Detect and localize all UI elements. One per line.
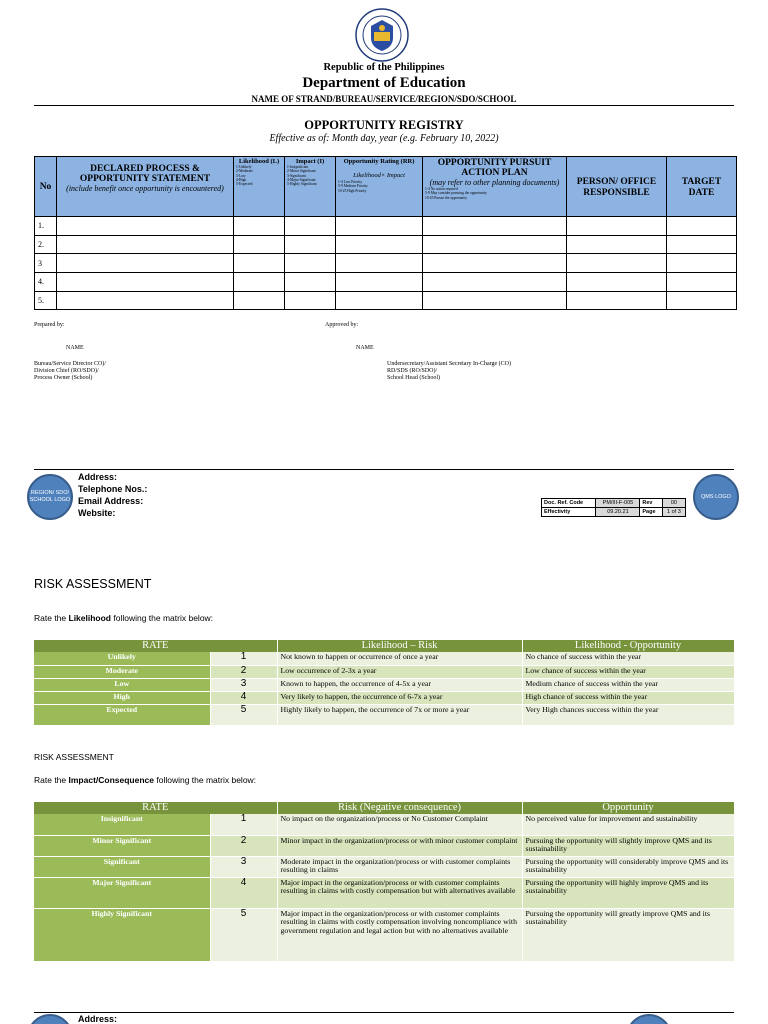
table-row xyxy=(34,835,734,856)
rate-number: 4 xyxy=(210,691,277,704)
col-header-declared: DECLARED PROCESS & OPPORTUNITY STATEMENT (include benefit once opportunity is encountered) xyxy=(57,157,234,217)
col-header-opportunity-rating: Opportunity Rating (RR) Likelihood× Impact 1-4 Low Priority 5-9 Medium Priority 10-25 High Priority xyxy=(336,157,423,217)
row-number: 3 xyxy=(35,254,57,273)
approved-by-label: Approved by: xyxy=(325,322,359,328)
cell-impact[interactable] xyxy=(285,235,336,254)
opportunity-description: Pursuing the opportunity will greatly improve QMS and its sustainability xyxy=(522,908,734,961)
cell-declared[interactable] xyxy=(57,254,234,273)
risk-description: Known to happen, the occurrence of 4-5x a year xyxy=(277,678,522,691)
cell-person[interactable] xyxy=(567,217,667,236)
prepared-by-name: NAME xyxy=(66,345,84,351)
cell-person[interactable] xyxy=(567,291,667,310)
opportunity-description: Pursuing the opportunity will highly improve QMS and its sustainability xyxy=(522,877,734,908)
cell-rating[interactable] xyxy=(336,254,423,273)
cell-rating[interactable] xyxy=(336,217,423,236)
footer-address-label-2: Address: xyxy=(78,1014,118,1024)
matrix-header-risk: Risk (Negative consequence) xyxy=(277,802,522,814)
opportunity-description: Low chance of success within the year xyxy=(522,665,734,678)
instruction-emphasis: Likelihood xyxy=(68,613,111,623)
table-row xyxy=(34,856,734,877)
cell-likelihood[interactable] xyxy=(234,235,285,254)
footer-divider xyxy=(34,469,734,470)
col-header-action-plan: OPPORTUNITY PURSUIT ACTION PLAN (may refer to other planning documents) 1-4 No action required 5-9 May consider pursuing the opportunity 10-25 Pursue the opportunity xyxy=(423,157,567,217)
cell-target[interactable] xyxy=(667,217,737,236)
risk-description: Major impact in the organization/process or with customer complaints resulting in claims with costly compensation involving noncompliance with government regulation and legal action but with no alternatives available xyxy=(277,908,522,961)
instruction-text: Rate the xyxy=(34,613,69,623)
instruction-text: Rate the xyxy=(34,775,69,785)
rate-name: Major Significant xyxy=(34,877,210,908)
table-row xyxy=(34,908,734,961)
prepared-by-label: Prepared by: xyxy=(34,322,65,328)
impact-matrix-table xyxy=(34,802,735,962)
effectivity-value: 09.20.21 xyxy=(596,508,640,517)
opportunity-description: High chance of success within the year xyxy=(522,691,734,704)
opportunity-registry-table xyxy=(34,156,737,310)
opportunity-description: No chance of success within the year xyxy=(522,652,734,665)
matrix-header-opportunity: Opportunity xyxy=(522,802,734,814)
risk-description: Minor impact in the organization/process or with minor customer complaint xyxy=(277,835,522,856)
qms-logo-placeholder-2 xyxy=(626,1014,672,1024)
matrix-header-rate: RATE xyxy=(34,802,277,814)
cell-action[interactable] xyxy=(423,291,567,310)
table-row xyxy=(34,652,734,665)
opportunity-description: Very High chances success within the year xyxy=(522,704,734,725)
rate-name: Moderate xyxy=(34,665,210,678)
table-row xyxy=(34,665,734,678)
address-label: Address: xyxy=(78,472,118,482)
row-number: 4. xyxy=(35,273,57,292)
cell-person[interactable] xyxy=(567,235,667,254)
rate-name: Minor Significant xyxy=(34,835,210,856)
likelihood-instruction xyxy=(34,613,213,623)
row-number: 2. xyxy=(35,235,57,254)
region-logo-placeholder-2 xyxy=(27,1014,73,1024)
rate-name: Low xyxy=(34,678,210,691)
col-header-person-responsible: PERSON/ OFFICE RESPONSIBLE xyxy=(567,157,667,217)
table-row xyxy=(34,814,734,835)
cell-action[interactable] xyxy=(423,235,567,254)
doc-ref-value: PM/III-F-005 xyxy=(596,499,640,508)
cell-impact[interactable] xyxy=(285,273,336,292)
risk-description: Highly likely to happen, the occurrence of 7x or more a year xyxy=(277,704,522,725)
footer-contact xyxy=(78,471,147,519)
effectivity-label: Effectivity xyxy=(542,508,596,517)
cell-likelihood[interactable] xyxy=(234,254,285,273)
impact-instruction xyxy=(34,775,256,785)
cell-action[interactable] xyxy=(423,273,567,292)
table-row xyxy=(35,254,737,273)
cell-declared[interactable] xyxy=(57,273,234,292)
rate-number: 2 xyxy=(210,835,277,856)
approved-by-name: NAME xyxy=(356,345,374,351)
opportunity-description: No perceived value for improvement and sustainability xyxy=(522,814,734,835)
rate-name: Expected xyxy=(34,704,210,725)
risk-description: Not known to happen or occurrence of once a year xyxy=(277,652,522,665)
cell-action[interactable] xyxy=(423,217,567,236)
rate-number: 4 xyxy=(210,877,277,908)
rate-number: 2 xyxy=(210,665,277,678)
table-row xyxy=(35,273,737,292)
table-row xyxy=(34,691,734,704)
region-logo-placeholder: REGION/ SDO/ SCHOOL LOGO xyxy=(27,474,73,520)
risk-description: Major impact in the organization/process or with customer complaints resulting in claims with costly compensation but with alternatives available xyxy=(277,877,522,908)
email-label: Email Address: xyxy=(78,496,144,506)
website-label: Website: xyxy=(78,508,116,518)
opportunity-description: Pursuing the opportunity will considerably improve QMS and its sustainability xyxy=(522,856,734,877)
table-row xyxy=(34,678,734,691)
table-row xyxy=(35,217,737,236)
department-name: Department of Education xyxy=(302,75,466,91)
doc-ref-label: Doc. Ref. Code xyxy=(542,499,596,508)
matrix-header-risk: Likelihood – Risk xyxy=(277,640,522,652)
risk-assessment-heading: RISK ASSESSMENT xyxy=(34,577,152,591)
republic-line: Republic of the Philippines xyxy=(323,62,445,73)
cell-impact[interactable] xyxy=(285,217,336,236)
table-row xyxy=(34,877,734,908)
rate-number: 5 xyxy=(210,704,277,725)
matrix-header-rate: RATE xyxy=(34,640,277,652)
page-title: OPPORTUNITY REGISTRY xyxy=(304,118,464,132)
prepared-by-designation xyxy=(34,361,106,382)
risk-description: Very likely to happen, the occurrence of 6-7x a year xyxy=(277,691,522,704)
cell-impact[interactable] xyxy=(285,291,336,310)
rev-value: 00 xyxy=(662,499,685,508)
designation-line: Process Owner (School) xyxy=(34,375,93,381)
instruction-text: following the matrix below: xyxy=(111,613,214,623)
cell-target[interactable] xyxy=(667,235,737,254)
row-number: 1. xyxy=(35,217,57,236)
rate-number: 1 xyxy=(210,652,277,665)
rate-name: Unlikely xyxy=(34,652,210,665)
rate-name: High xyxy=(34,691,210,704)
rev-label: Rev xyxy=(640,499,662,508)
cell-target[interactable] xyxy=(667,273,737,292)
rate-name: Significant xyxy=(34,856,210,877)
cell-likelihood[interactable] xyxy=(234,291,285,310)
qms-logo-placeholder: QMS LOGO xyxy=(693,474,739,520)
cell-declared[interactable] xyxy=(57,217,234,236)
table-row xyxy=(35,291,737,310)
rate-number: 5 xyxy=(210,908,277,961)
cell-action[interactable] xyxy=(423,254,567,273)
telephone-label: Telephone Nos.: xyxy=(78,484,148,494)
effective-date-note: Effective as of: Month day, year (e.g. February 10, 2022) xyxy=(269,133,499,144)
cell-impact[interactable] xyxy=(285,254,336,273)
cell-rating[interactable] xyxy=(336,235,423,254)
col-header-target-date: TARGET DATE xyxy=(667,157,737,217)
page-value: 1 of 3 xyxy=(662,508,685,517)
instruction-text: following the matrix below: xyxy=(154,775,257,785)
designation-line: Division Chief (RO/SDO)/ xyxy=(34,368,99,374)
footer-divider-2 xyxy=(34,1012,734,1013)
cell-declared[interactable] xyxy=(57,235,234,254)
cell-rating[interactable] xyxy=(336,273,423,292)
page-label: Page xyxy=(640,508,662,517)
instruction-emphasis: Impact/Consequence xyxy=(68,775,154,785)
cell-likelihood[interactable] xyxy=(234,217,285,236)
designation-line: RD/SDS (RO/SDO)/ xyxy=(387,368,438,374)
table-row xyxy=(34,704,734,725)
row-number: 5. xyxy=(35,291,57,310)
col-header-no: No xyxy=(35,157,57,217)
designation-line: Bureau/Service Director CO)/ xyxy=(34,361,106,367)
rate-name: Highly Significant xyxy=(34,908,210,961)
cell-rating[interactable] xyxy=(336,291,423,310)
cell-declared[interactable] xyxy=(57,291,234,310)
risk-description: No impact on the organization/process or No Customer Complaint xyxy=(277,814,522,835)
cell-target[interactable] xyxy=(667,254,737,273)
designation-line: Undersecretary/Assistant Secretary In-Charge (CO) xyxy=(387,361,512,367)
header-divider xyxy=(34,105,734,106)
opportunity-description: Pursuing the opportunity will slightly improve QMS and its sustainability xyxy=(522,835,734,856)
cell-likelihood[interactable] xyxy=(234,273,285,292)
approved-by-designation xyxy=(387,361,511,382)
rate-name: Insignificant xyxy=(34,814,210,835)
opportunity-description: Medium chance of success within the year xyxy=(522,678,734,691)
office-name: NAME OF STRAND/BUREAU/SERVICE/REGION/SDO/SCHOOL xyxy=(251,94,517,104)
table-row xyxy=(35,235,737,254)
cell-person[interactable] xyxy=(567,273,667,292)
rate-number: 3 xyxy=(210,856,277,877)
likelihood-matrix-table xyxy=(34,640,735,726)
rate-number: 1 xyxy=(210,814,277,835)
deped-seal-logo xyxy=(355,8,409,62)
designation-line: School Head (School) xyxy=(387,375,440,381)
rate-number: 3 xyxy=(210,678,277,691)
col-header-impact: Impact (I) 1-Insignificant 2-Minor Significant 3-Significant 4-Major Significant 5-Highly Significant xyxy=(285,157,336,217)
risk-description: Low occurrence of 2-3x a year xyxy=(277,665,522,678)
matrix-header-opportunity: Likelihood - Opportunity xyxy=(522,640,734,652)
document-reference-table xyxy=(541,498,686,517)
cell-target[interactable] xyxy=(667,291,737,310)
risk-assessment-subheading: RISK ASSESSMENT xyxy=(34,752,114,762)
col-header-likelihood: Likelihood (L) 1-Unlikely 2-Moderate 3-Low 4-High 5-Expected xyxy=(234,157,285,217)
cell-person[interactable] xyxy=(567,254,667,273)
risk-description: Moderate impact in the organization/process or with customer complaints resulting in claims xyxy=(277,856,522,877)
